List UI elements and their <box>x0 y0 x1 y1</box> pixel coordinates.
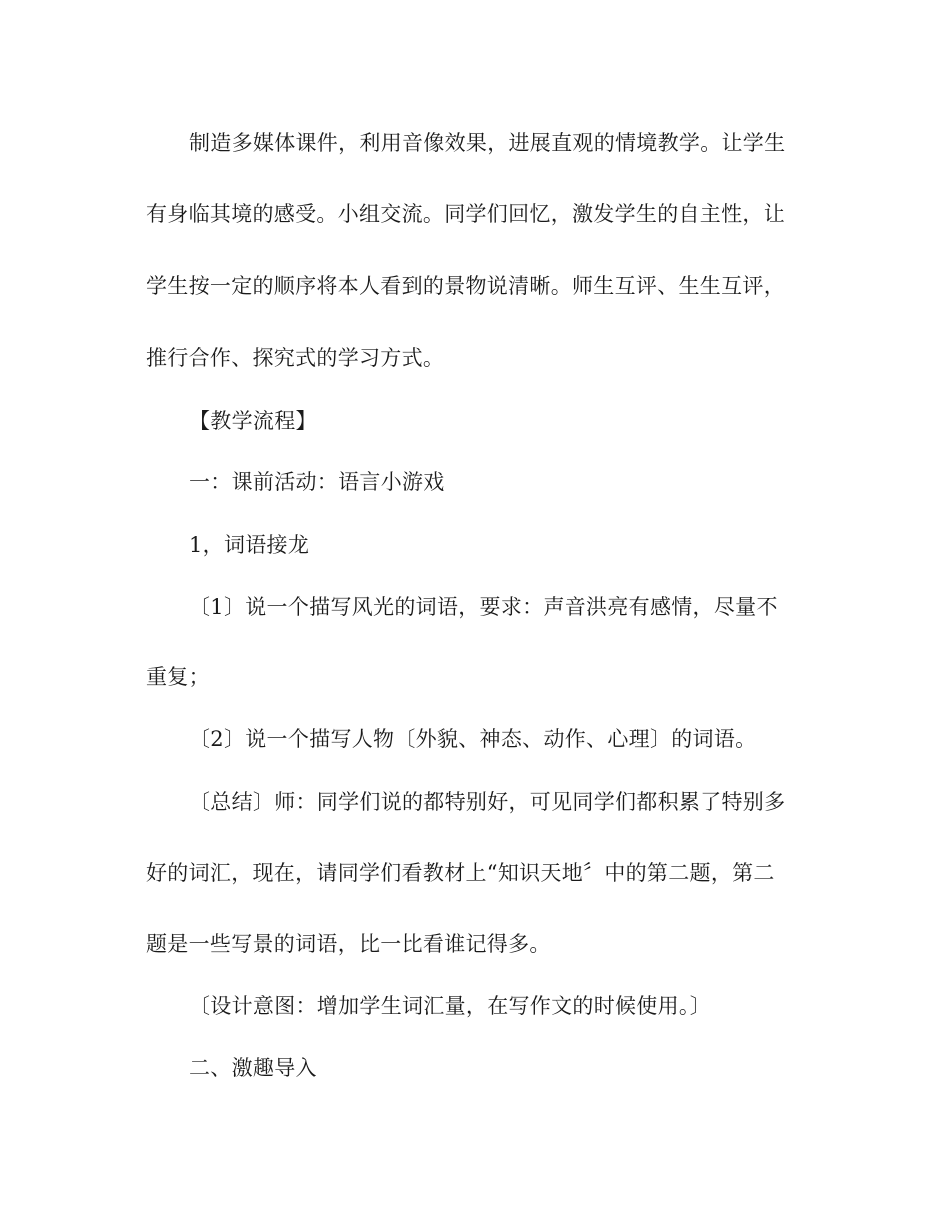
paragraph-line: 学生按一定的顺序将本人看到的景物说清晰。师生互评、生生互评， <box>146 274 785 298</box>
design-intent: 〔设计意图：增加学生词汇量，在写作文的时候使用。〕 <box>189 994 711 1018</box>
section-heading: 【教学流程】 <box>189 409 317 433</box>
paragraph-line: 制造多媒体课件，利用音像效果，进展直观的情境教学。让学生 <box>189 131 786 155</box>
paragraph-line: 推行合作、探究式的学习方式。 <box>146 346 445 370</box>
paragraph-line: 〔总结〕师：同学们说的都特别好，可见同学们都积累了特别多 <box>189 790 786 814</box>
paragraph-line: 重复； <box>146 665 210 689</box>
section-title: 二、激趣导入 <box>189 1056 317 1080</box>
section-title: 一：课前活动：语言小游戏 <box>189 470 445 494</box>
paragraph-line: 〔2〕说一个描写人物〔外貌、神态、动作、心理〕的词语。 <box>189 727 757 751</box>
paragraph-line: 好的词汇，现在，请同学们看教材上“知识天地〞中的第二题，第二 <box>146 861 775 885</box>
paragraph-line: 题是一些写景的词语，比一比看谁记得多。 <box>146 932 551 956</box>
item-title: 1，词语接龙 <box>189 533 310 557</box>
paragraph-line: 〔1〕说一个描写风光的词语，要求：声音洪亮有感情，尽量不 <box>189 595 778 619</box>
paragraph-line: 有身临其境的感受。小组交流。同学们回忆，激发学生的自主性，让 <box>146 202 785 226</box>
